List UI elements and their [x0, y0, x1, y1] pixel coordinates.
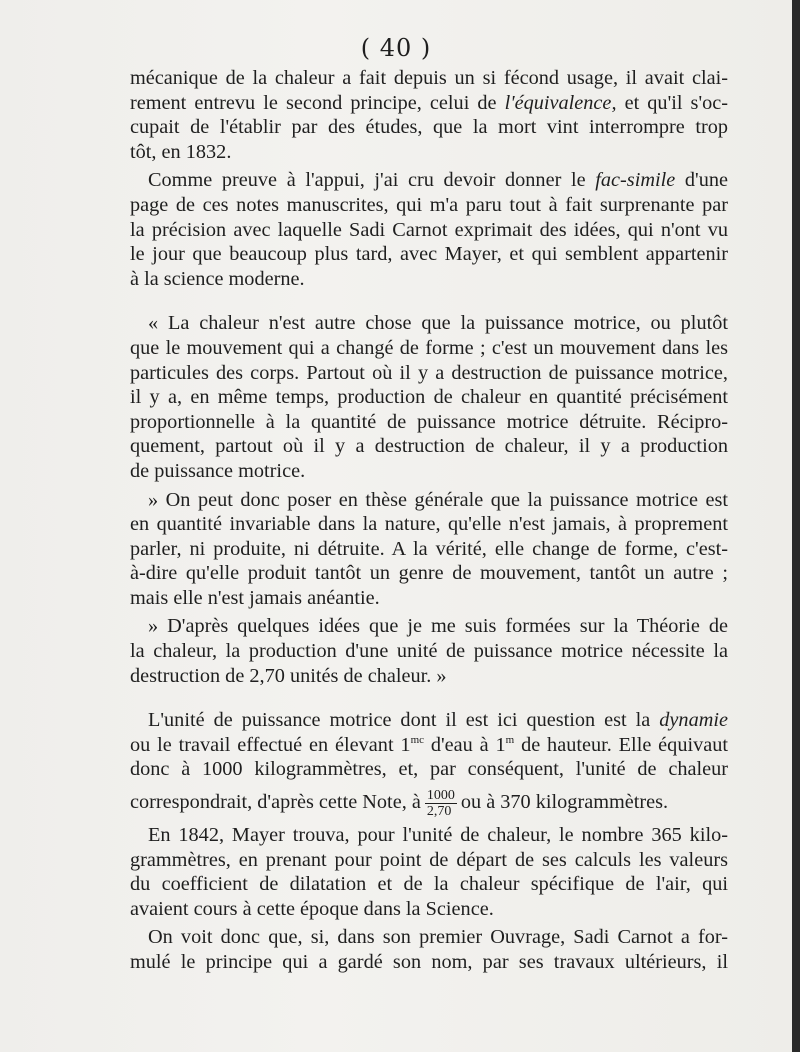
text-line: proportionnelle à la quantité de puissance motrice détruite. Récipro- — [130, 410, 728, 433]
text-run: correspondrait, d'après cette Note, à — [130, 791, 421, 814]
text-run: ou le travail effectué en élevant 1 — [130, 733, 411, 756]
text-line: quement, partout où il y a destruction de chaleur, il y a production — [130, 435, 728, 458]
text-line: On voit donc que, si, dans son premier Ouvrage, Sadi Carnot a for- — [148, 926, 728, 949]
text-line: grammètres, en prenant pour point de départ de ses calculs les valeurs — [130, 848, 728, 871]
text-line: de puissance motrice. — [130, 459, 306, 482]
italic-term: fac-simile — [595, 169, 676, 192]
text-line: donc à 1000 kilogrammètres, et, par conséquent, l'unité de chaleur — [130, 758, 728, 781]
paragraph-4 — [130, 823, 728, 921]
text-run: ou à 370 kilogrammètres. — [460, 791, 669, 814]
text-line: particules des corps. Partout où il y a destruction de puissance motrice, — [130, 361, 728, 384]
paragraph-2 — [130, 168, 728, 291]
text-line: parler, ni produite, ni détruite. A la vérité, elle change de forme, c'est- — [130, 537, 728, 560]
fraction-denominator: 2,70 — [426, 804, 452, 820]
body-text — [130, 66, 728, 975]
paragraph-3 — [130, 708, 728, 819]
text-line: à la science moderne. — [130, 267, 305, 290]
quote-paragraph-1 — [130, 311, 728, 483]
text-run: d'eau à 1 — [424, 733, 506, 756]
fraction-numerator: 1000 — [426, 788, 455, 804]
italic-term: l'équivalence, — [504, 91, 617, 114]
text-line: destruction de 2,70 unités de chaleur. » — [130, 664, 447, 687]
italic-term: dynamie — [659, 709, 728, 732]
text-run: Comme preuve à l'appui, j'ai cru devoir donner le — [148, 169, 596, 192]
text-line: du coefficient de dilatation et de la chaleur spécifique de l'air, qui — [130, 873, 728, 896]
unit-superscript: m — [505, 734, 515, 747]
text-line: » D'après quelques idées que je me suis formées sur la Théorie de — [148, 615, 728, 638]
text-run: et qu'il s'oc- — [616, 91, 728, 114]
quote-paragraph-2 — [130, 488, 728, 611]
text-line: tôt, en 1832. — [130, 140, 232, 163]
text-line: en quantité invariable dans la nature, qu'elle n'est jamais, à proprement — [130, 513, 728, 536]
text-line: » On peut donc poser en thèse générale que la puissance motrice est — [148, 488, 728, 511]
text-line: avaient cours à cette époque dans la Science. — [130, 897, 494, 920]
text-line: mécanique de la chaleur a fait depuis un si fécond usage, il avait clai- — [130, 67, 728, 89]
text-line: mais elle n'est jamais anéantie. — [130, 586, 380, 609]
unit-superscript: mc — [410, 734, 425, 747]
text-line: page de ces notes manuscrites, qui m'a paru tout à fait surprenante par — [130, 193, 728, 216]
text-run: rement entrevu le second principe, celui de — [130, 91, 505, 114]
text-line — [130, 168, 728, 193]
text-line: « La chaleur n'est autre chose que la puissance motrice, ou plutôt — [148, 312, 728, 335]
text-line: la précision avec laquelle Sadi Carnot exprimait des idées, qui n'ont vu — [130, 218, 728, 241]
text-run: de hauteur. Elle équivaut — [514, 733, 729, 756]
carnot-quotation — [130, 311, 728, 688]
text-run: L'unité de puissance motrice dont il est ici question est la — [148, 709, 660, 732]
text-line: En 1842, Mayer trouva, pour l'unité de chaleur, le nombre 365 kilo- — [148, 824, 728, 847]
quote-paragraph-3 — [130, 614, 728, 688]
fraction — [425, 788, 457, 819]
text-line: mulé le principe qui a gardé son nom, par ses travaux ultérieurs, il — [130, 951, 728, 973]
text-line — [130, 708, 728, 733]
text-line: il y a, en même temps, production de chaleur en quantité précisément — [130, 386, 728, 409]
page-number: ( 40 ) — [360, 34, 432, 62]
text-line — [130, 788, 728, 819]
paragraph-5 — [130, 925, 728, 974]
text-line — [130, 733, 728, 758]
paragraph-1 — [130, 66, 728, 164]
text-line: le jour que beaucoup plus tard, avec Mayer, et qui semblent appartenir — [130, 243, 728, 266]
text-line: la chaleur, la production d'une unité de puissance motrice nécessite la — [130, 640, 728, 663]
text-line: cupait de l'établir par des études, que la mort vint interrompre trop — [130, 116, 728, 139]
text-line: que le mouvement qui a changé de forme ; c'est un mouvement dans les — [130, 336, 728, 359]
text-line — [130, 91, 728, 116]
text-line: à-dire qu'elle produit tantôt un genre de mouvement, tantôt un autre ; — [130, 562, 728, 585]
text-run: d'une — [675, 169, 728, 192]
